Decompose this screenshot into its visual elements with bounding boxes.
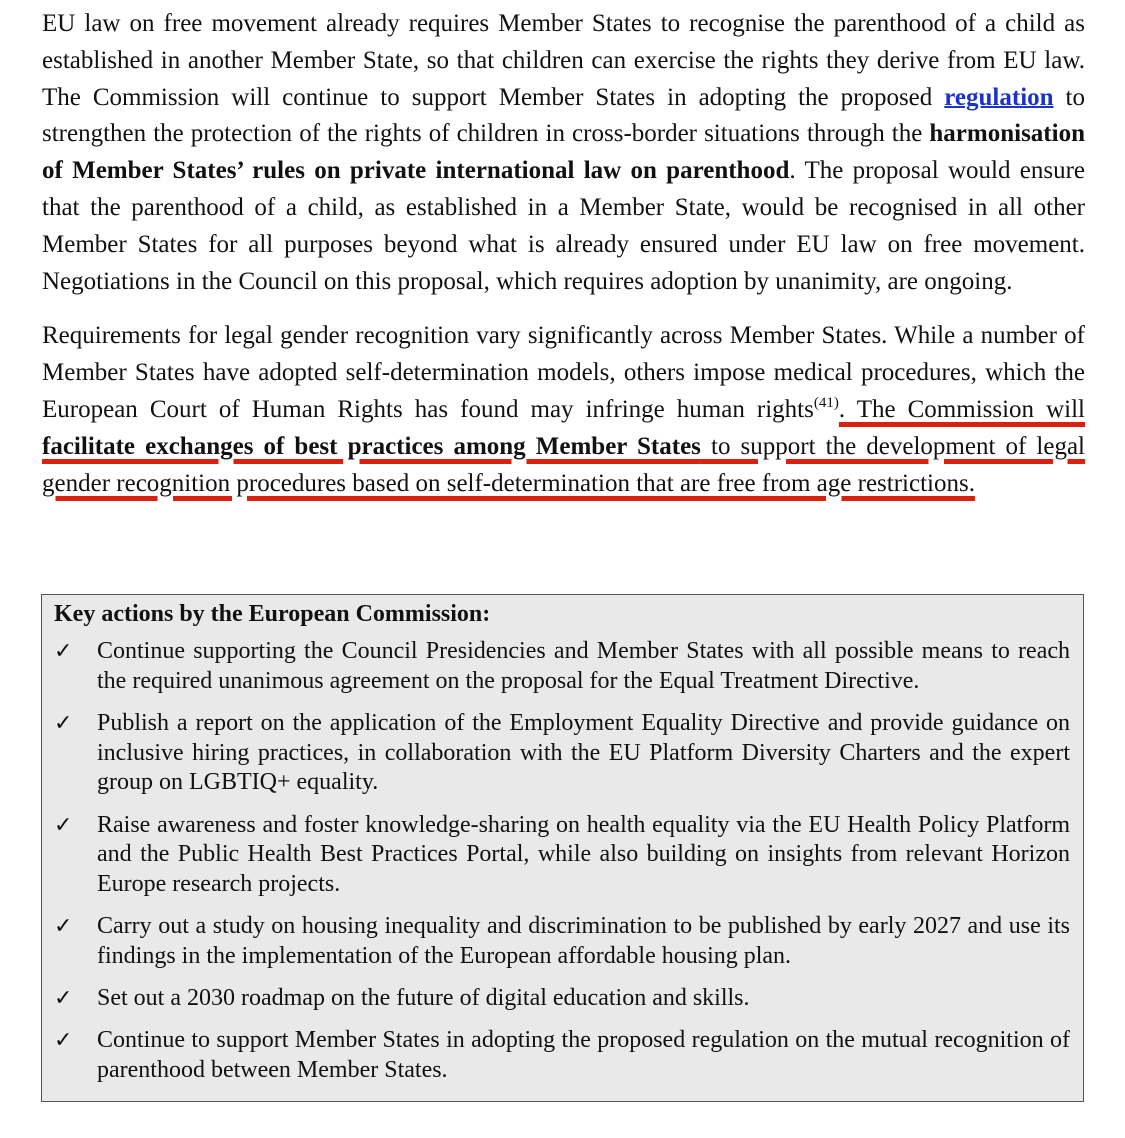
list-item-text: Raise awareness and foster knowledge-sharing on health equality via the EU Health Policy Platform and the Public Health Best Practices Portal, while also building on insights from relevant Horizon Europe research projects.	[97, 811, 1070, 897]
footnote-reference[interactable]: (41)	[813, 394, 839, 411]
checkmark-icon: ✓	[54, 639, 73, 664]
checkmark-icon: ✓	[54, 914, 73, 940]
highlighted-bold-text: facilitate exchanges of best practices among Member States	[42, 432, 701, 460]
key-actions-box	[41, 594, 1084, 1102]
list-item-text: Carry out a study on housing inequality and discrimination to be published by early 2027 and use its findings in the implementation of the European affordable housing plan.	[97, 913, 1070, 969]
bold-text: harmonisation of Member States’ rules on private international law on parenthood	[42, 120, 1085, 185]
paragraph-text: Requirements for legal gender recognition vary significantly across Member States. While a number of Member States have adopted self-determination models, others impose medical procedures, which the European Court of Human Rights has found may infringe human rights	[42, 322, 1085, 423]
paragraph-text: . The proposal would ensure that the parenthood of a child, as established in a Member State, would be recognised in all other Member States for all purposes beyond what is already ensured under EU law on free movement. Negotiations in the Council on this proposal, which requires adoption by unanimity, are ongoing.	[42, 157, 1085, 295]
key-actions-title: Key actions by the European Commission:	[54, 601, 491, 627]
checkmark-icon: ✓	[54, 1028, 73, 1054]
key-actions-list	[54, 637, 1070, 1086]
list-item	[54, 1026, 1070, 1085]
list-item	[54, 984, 1070, 1014]
checkmark-icon: ✓	[54, 710, 73, 736]
list-item	[54, 637, 1070, 696]
paragraph-text: to strengthen the protection of the rights of children in cross-border situations through the	[42, 83, 1085, 148]
document-page	[0, 0, 1125, 502]
paragraph-text: EU law on free movement already requires Member States to recognise the parenthood of a child as established in another Member State, so that children can exercise the rights they derive from EU law. The Commission will continue to support Member States in adopting the proposed	[42, 10, 1085, 111]
list-item-text: Continue to support Member States in adopting the proposed regulation on the mutual recognition of parenthood between Member States.	[97, 1027, 1070, 1083]
highlighted-text-part: to support the development of legal gender recognition procedures based on self-determination that are free from age restrictions.	[42, 432, 1085, 497]
checkmark-icon: ✓	[54, 986, 73, 1012]
checkmark-icon: ✓	[54, 812, 73, 838]
list-item-text: Publish a report on the application of the Employment Equality Directive and provide guidance on inclusive hiring practices, in collaboration with the EU Platform Diversity Charters and the expert group on LGBTIQ+ equality.	[97, 709, 1070, 796]
paragraph-parenthood	[42, 6, 1085, 300]
list-item-text: Continue supporting the Council Presidencies and Member States with all possible means to reach the required unanimous agreement on the proposal for the Equal Treatment Directive.	[97, 638, 1070, 694]
list-item	[54, 709, 1070, 798]
regulation-link[interactable]: regulation	[944, 83, 1054, 111]
list-item	[54, 811, 1070, 900]
highlighted-text-part: . The Commission will	[838, 395, 1085, 423]
list-item-text: Set out a 2030 roadmap on the future of digital education and skills.	[97, 985, 750, 1012]
paragraph-gender-recognition	[42, 318, 1085, 502]
list-item	[54, 912, 1070, 971]
